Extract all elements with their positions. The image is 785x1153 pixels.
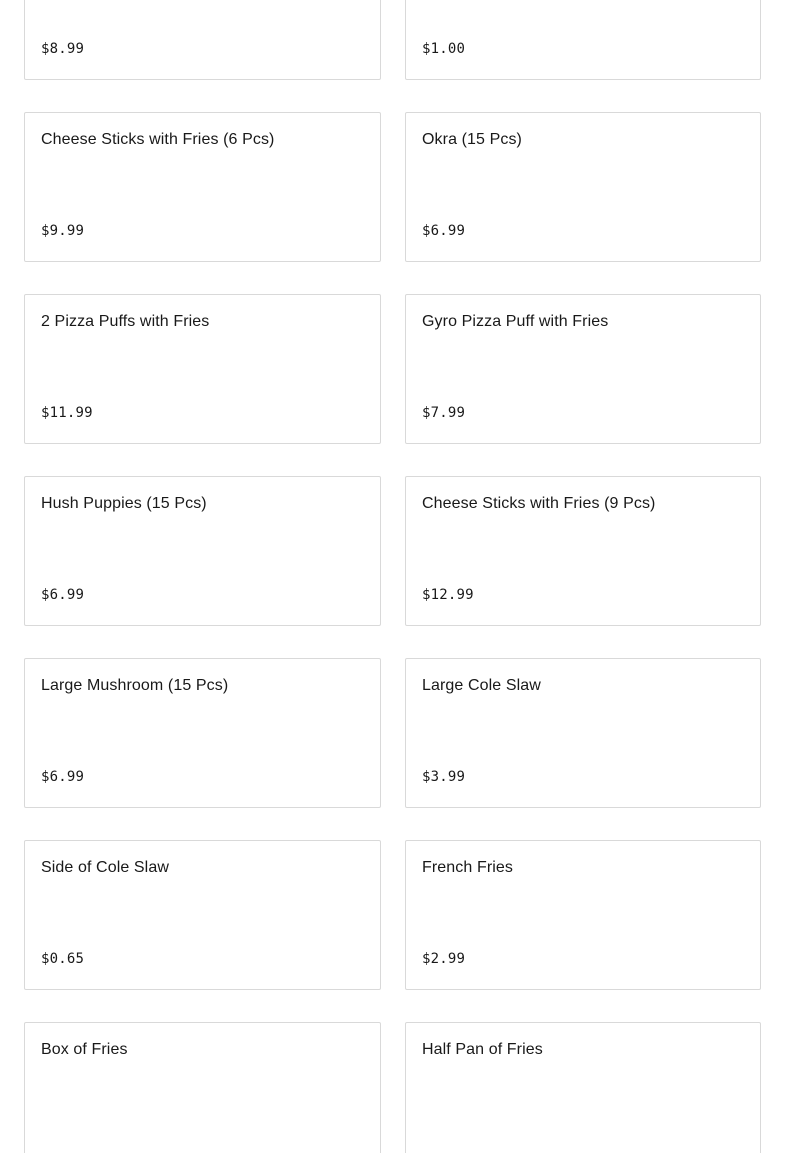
menu-item-price: $11.99 [41,405,93,421]
menu-item-card[interactable] [24,112,381,262]
menu-item-name: Box of Fries [41,1041,128,1058]
menu-item-card[interactable] [24,476,381,626]
menu-item-card[interactable] [24,294,381,444]
menu-item-card[interactable] [405,0,761,80]
menu-item-price: $7.99 [422,405,466,421]
menu-item-card[interactable] [405,1022,761,1153]
menu-item-price: $2.99 [422,951,466,967]
menu-item-card[interactable] [24,0,381,80]
menu-item-price: $8.99 [41,41,85,57]
menu-item-name: Cheese Sticks with Fries (9 Pcs) [422,495,656,512]
menu-item-card[interactable] [405,658,761,808]
menu-item-card[interactable] [24,840,381,990]
menu-item-card[interactable] [405,840,761,990]
menu-item-price: $1.00 [422,41,466,57]
menu-item-grid [24,0,761,1153]
menu-item-name: Side of Cole Slaw [41,859,169,876]
menu-item-name: Hush Puppies (15 Pcs) [41,495,207,512]
menu-item-card[interactable] [405,294,761,444]
menu-item-name: 2 Pizza Puffs with Fries [41,313,210,330]
menu-item-price: $6.99 [41,587,85,603]
menu-item-name: French Fries [422,859,513,876]
menu-item-card[interactable] [405,476,761,626]
menu-item-name: Half Pan of Fries [422,1041,543,1058]
menu-item-price: $6.99 [422,223,466,239]
menu-item-card[interactable] [24,658,381,808]
menu-item-price: $12.99 [422,587,474,603]
menu-item-price: $6.99 [41,769,85,785]
menu-item-price: $0.65 [41,951,85,967]
menu-item-card[interactable] [405,112,761,262]
menu-item-name: Okra (15 Pcs) [422,131,522,148]
menu-item-price: $3.99 [422,769,466,785]
menu-item-price: $9.99 [41,223,85,239]
menu-item-name: Large Cole Slaw [422,677,541,694]
menu-item-card[interactable] [24,1022,381,1153]
menu-item-name: Large Mushroom (15 Pcs) [41,677,229,694]
menu-item-name: Gyro Pizza Puff with Fries [422,313,609,330]
menu-item-name: Cheese Sticks with Fries (6 Pcs) [41,131,275,148]
